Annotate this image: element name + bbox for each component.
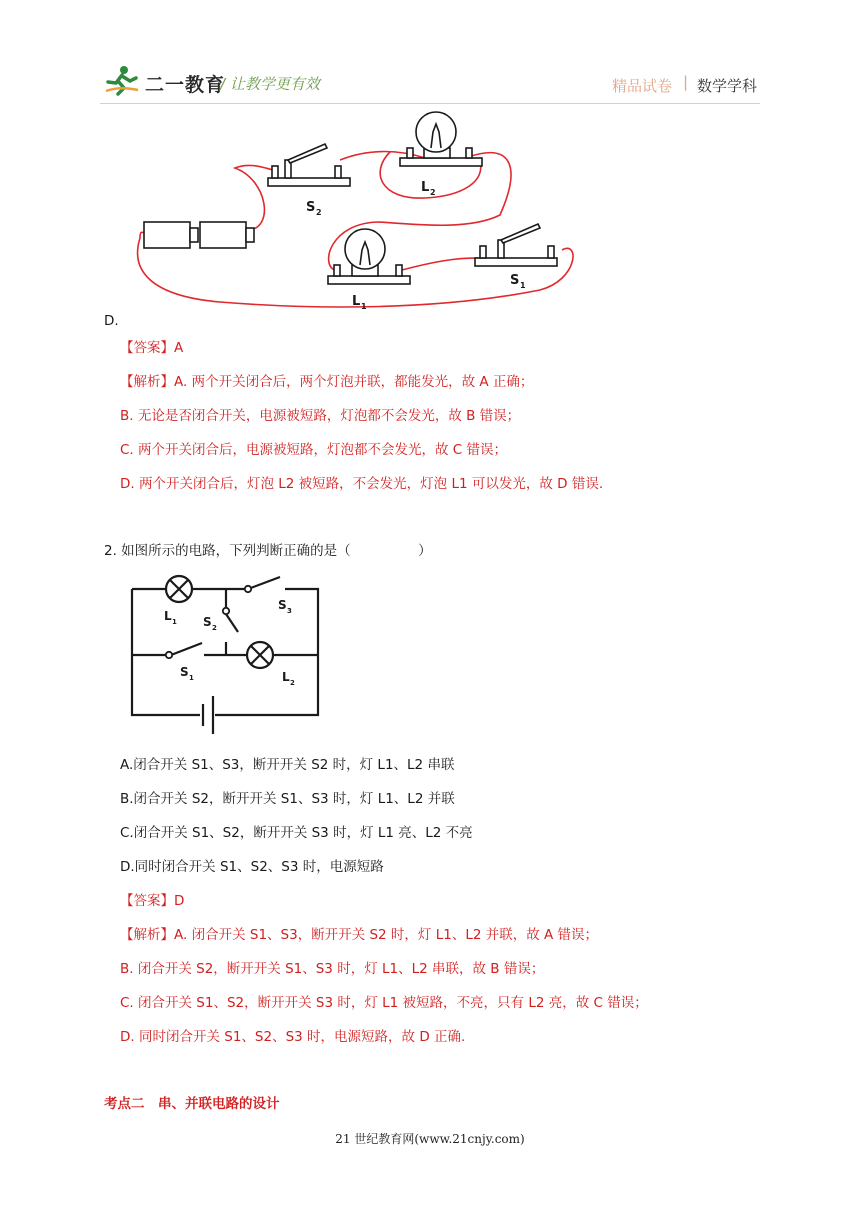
switch-s2-pivot-icon — [223, 608, 229, 614]
q1-analysis-line: D. 两个开关闭合后，灯泡 L2 被短路，不会发光，灯泡 L1 可以发光，故 D 错误. — [120, 476, 604, 492]
header-logo — [104, 64, 140, 96]
lamp-l1-icon — [166, 576, 192, 602]
q1-analysis-line: B. 无论是否闭合开关，电源被短路，灯泡都不会发光，故 B 错误； — [120, 408, 521, 424]
label-s1-sub: 1 — [520, 281, 526, 290]
q2-answer: 【答案】D — [120, 893, 185, 909]
label-s2-sub: 2 — [316, 208, 322, 217]
q2-option-b: B.闭合开关 S2，断开开关 S1、S3 时，灯 L1、L2 并联 — [120, 791, 455, 807]
q2-analysis-line: D. 同时闭合开关 S1、S2、S3 时，电源短路，故 D 正确. — [120, 1029, 466, 1045]
q2-stem: 2. 如图所示的电路，下列判断正确的是（ ） — [104, 543, 432, 559]
runner-logo-icon — [104, 64, 140, 96]
label-s2-sub: 2 — [212, 624, 217, 632]
q1-option-d-label: D. — [104, 313, 119, 329]
page-footer: 21 世纪教育网(www.21cnjy.com) — [335, 1132, 525, 1146]
section-heading: 考点二 串、并联电路的设计 — [104, 1096, 280, 1112]
label-s3: S — [278, 598, 287, 612]
label-l2-sub: 2 — [290, 679, 295, 687]
switch-s1-icon — [475, 224, 557, 266]
header-tag-subject: 数学学科 — [697, 77, 758, 95]
q2-analysis-line: 【解析】A. 闭合开关 S1、S3，断开开关 S2 时，灯 L1、L2 并联，故 A 错误； — [120, 927, 599, 943]
label-s3-sub: 3 — [287, 607, 292, 615]
q2-option-d: D.同时闭合开关 S1、S2、S3 时，电源短路 — [120, 859, 384, 875]
q2-circuit-diagram — [120, 572, 335, 737]
q2-analysis-line: B. 闭合开关 S2，断开开关 S1、S3 时，灯 L1、L2 串联，故 B 错误； — [120, 961, 545, 977]
q2-option-c: C.闭合开关 S1、S2，断开开关 S3 时，灯 L1 亮、L2 不亮 — [120, 825, 473, 841]
battery-icon — [144, 222, 254, 248]
q2-analysis-line: C. 闭合开关 S1、S2，断开开关 S3 时，灯 L1 被短路，不亮，只有 L2 亮，故 C 错误； — [120, 995, 648, 1011]
label-l1: L — [164, 609, 172, 623]
lamp-l2-icon — [247, 642, 273, 668]
label-l1: L — [352, 294, 361, 309]
label-s2: S — [306, 200, 316, 215]
switch-s2-icon — [268, 144, 350, 186]
q1-analysis-line: C. 两个开关闭合后，电源被短路，灯泡都不会发光，故 C 错误； — [120, 442, 508, 458]
label-s1: S — [180, 665, 189, 679]
switch-s3-pivot-icon — [245, 586, 251, 592]
header-divider — [100, 103, 760, 104]
label-l2: L — [421, 180, 430, 195]
bulb-l1-icon — [328, 229, 410, 284]
q1-option-d-circuit-diagram — [120, 110, 590, 315]
brand-name: 二一教育 — [145, 74, 226, 96]
bulb-l2-icon — [400, 112, 482, 166]
header-tag-premium: 精品试卷 — [612, 77, 673, 95]
q2-option-a: A.闭合开关 S1、S3，断开开关 S2 时，灯 L1、L2 串联 — [120, 757, 455, 773]
brand-slogan: / 让教学更有效 — [220, 75, 320, 93]
label-l2-sub: 2 — [430, 188, 436, 197]
label-l1-sub: 1 — [361, 302, 367, 311]
label-l1-sub: 1 — [172, 618, 177, 626]
q1-answer: 【答案】A — [120, 340, 184, 356]
switch-s1-pivot-icon — [166, 652, 172, 658]
label-s1-sub: 1 — [189, 674, 194, 682]
label-s2: S — [203, 615, 212, 629]
header-separator: | — [683, 73, 689, 91]
label-s1: S — [510, 273, 520, 288]
q1-analysis-line: 【解析】A. 两个开关闭合后，两个灯泡并联，都能发光，故 A 正确； — [120, 374, 534, 390]
label-l2: L — [282, 670, 290, 684]
